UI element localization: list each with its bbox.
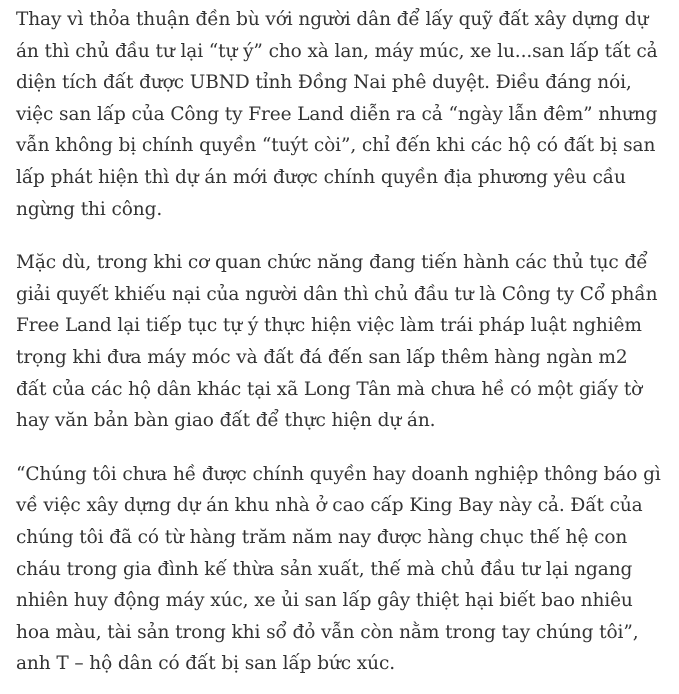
paragraph-complaint: Mặc dù, trong khi cơ quan chức năng đang tiến hành các thủ tục để giải quyết khiếu nại của người dân thì chủ đầu tư là Công ty Cổ phần Free Land lại tiếp tục tự ý thực hiện việc làm trái pháp luật nghiêm trọng khi đưa máy móc và đất đá đến san lấp thêm hàng ngàn m2 đất của các hộ dân khác tại xã Long Tân mà chưa hề có một giấy tờ hay văn bản bàn giao đất để thực hiện dự án.	[16, 252, 658, 432]
paragraph-resident-quote: “Chúng tôi chưa hề được chính quyền hay doanh nghiệp thông báo gì về việc xây dựng dự án khu nhà ở cao cấp King Bay này cả. Đất của chúng tôi đã có từ hàng trăm năm nay được hàng chục thế hệ con cháu trong gia đình kế thừa sản xuất, thế mà chủ đầu tư lại ngang nhiên huy động máy xúc, xe ủi san lấp gây thiệt hại biết bao nhiêu hoa màu, tài sản trong khi sổ đỏ vẫn còn nằm trong tay chúng tôi”, anh T – hộ dân có đất bị san lấp bức xúc.	[16, 463, 661, 675]
paragraph-compensation: Thay vì thỏa thuận đền bù với người dân để lấy quỹ đất xây dựng dự án thì chủ đầu tư lại “tự ý” cho xà lan, máy múc, xe lu...san lấp tất cả diện tích đất được UBND tỉnh Đồng Nai phê duyệt. Điều đáng nói, việc san lấp của Công ty Free Land diễn ra cả “ngày lẫn đêm” nhưng vẫn không bị chính quyền “tuýt còi”, chỉ đến khi các hộ có đất bị san lấp phát hiện thì dự án mới được chính quyền địa phương yêu cầu ngừng thi công.	[16, 9, 658, 220]
